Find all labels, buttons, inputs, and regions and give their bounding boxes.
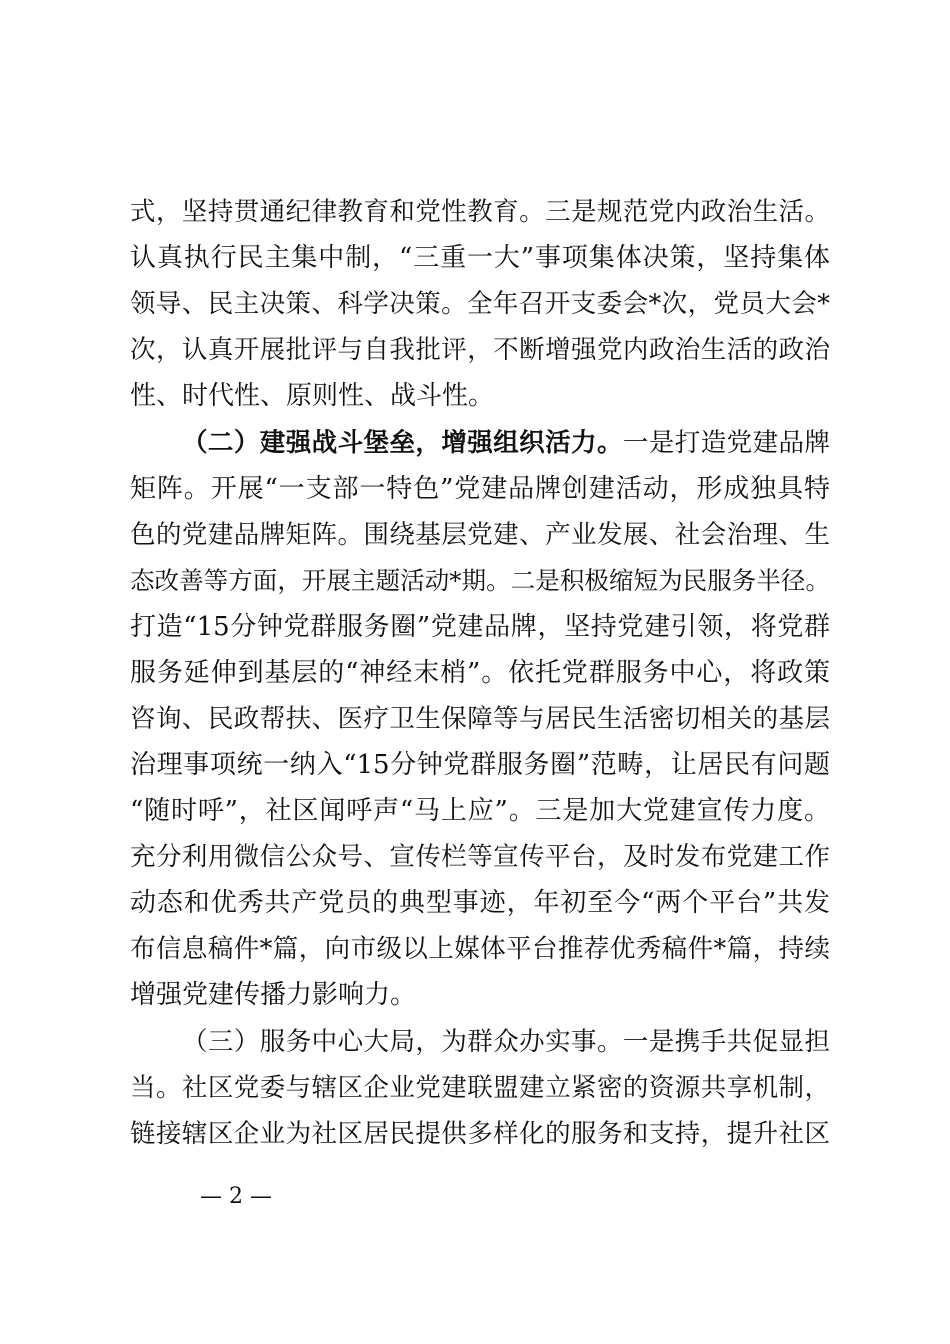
text-line: 当。社区党委与辖区企业党建联盟建立紧密的资源共享机制， xyxy=(130,1073,830,1103)
text-line: 领导、民主决策、科学决策。全年召开支委会*次，党员大会* xyxy=(130,289,830,319)
text-line: 动态和优秀共产党员的典型事迹，年初至今“两个平台”共发 xyxy=(130,888,830,918)
paragraph-fortress xyxy=(130,420,830,1018)
text-line: 布信息稿件*篇，向市级以上媒体平台推荐优秀稿件*篇，持续 xyxy=(130,934,830,964)
text-line: 咨询、民政帮扶、医疗卫生保障等与居民生活密切相关的基层 xyxy=(130,704,830,734)
text-line xyxy=(130,1019,830,1065)
text-line: 式，坚持贯通纪律教育和党性教育。三是规范党内政治生活。 xyxy=(130,197,830,227)
text-line xyxy=(130,420,830,466)
paragraph-service xyxy=(130,1019,830,1157)
text-line: 性、时代性、原则性、战斗性。 xyxy=(130,381,495,411)
text-span: 一是携手共促显担 xyxy=(622,1027,830,1057)
text-line: 态改善等方面，开展主题活动*期。二是积极缩短为民服务半径。 xyxy=(130,566,830,595)
text-line: 治理事项统一纳入“15分钟党群服务圈”范畴，让居民有问题 xyxy=(130,750,830,780)
page-number: — 2 — xyxy=(200,1184,272,1209)
section-heading: （三）服务中心大局，为群众办实事。 xyxy=(182,1027,623,1057)
section-heading: （二）建强战斗堡垒，增强组织活力。 xyxy=(182,428,623,458)
text-line: 增强党建传播力影响力。 xyxy=(130,980,417,1010)
text-line: 色的党建品牌矩阵。围绕基层党建、产业发展、社会治理、生 xyxy=(130,520,830,550)
text-line: 打造“15分钟党群服务圈”党建品牌，坚持党建引领，将党群 xyxy=(130,612,830,642)
text-line: 充分利用微信公众号、宣传栏等宣传平台，及时发布党建工作 xyxy=(130,842,830,872)
text-span: 一是打造党建品牌 xyxy=(622,428,830,458)
text-line: 矩阵。开展“一支部一特色”党建品牌创建活动，形成独具特 xyxy=(130,474,830,504)
text-line: 次，认真开展批评与自我批评，不断增强党内政治生活的政治 xyxy=(130,335,830,365)
text-line: “随时呼”，社区闻呼声“马上应”。三是加大党建宣传力度。 xyxy=(130,796,830,826)
text-line: 链接辖区企业为社区居民提供多样化的服务和支持，提升社区 xyxy=(130,1119,830,1149)
text-line: 服务延伸到基层的“神经末梢”。依托党群服务中心，将政策 xyxy=(130,658,830,688)
text-line: 认真执行民主集中制，“三重一大”事项集体决策，坚持集体 xyxy=(130,243,830,273)
paragraph-discipline xyxy=(130,189,830,419)
